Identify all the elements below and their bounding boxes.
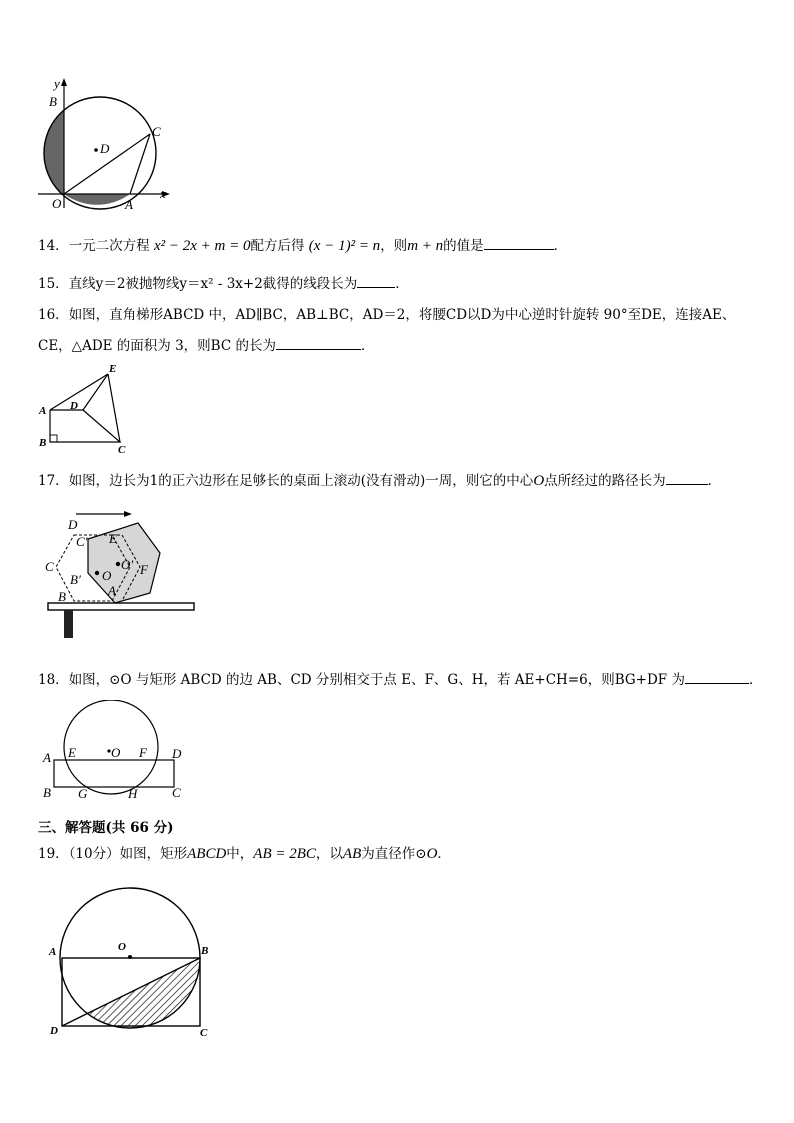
label-A: A xyxy=(125,197,133,212)
q19-tail: ． xyxy=(437,846,451,862)
q19-text-2: 中， xyxy=(226,846,254,862)
label-B: B xyxy=(49,94,57,109)
q15-tail: ． xyxy=(395,276,409,292)
q19-text-1: （10分）如图，矩形 xyxy=(68,846,188,862)
q14-equation-3: m + n xyxy=(407,238,444,254)
label-C: C xyxy=(200,1027,208,1039)
q16-text-2: CE，△ADE 的面积为 3，则BC 的长为 xyxy=(38,338,276,354)
answer-blank[interactable] xyxy=(276,337,361,350)
y-arrow xyxy=(61,78,67,86)
label-A: A xyxy=(39,405,47,417)
question-18 xyxy=(38,668,762,688)
figure-q16 xyxy=(34,360,134,455)
trapezoid xyxy=(50,410,120,442)
q14-text-4: 的值是 xyxy=(443,238,484,254)
label-O: O xyxy=(111,745,121,760)
label-G: G xyxy=(78,786,88,801)
label-H: H xyxy=(128,786,138,801)
center-dot xyxy=(94,148,98,152)
q16-number: 16． xyxy=(38,307,69,323)
label-x: x xyxy=(160,186,166,201)
question-19 xyxy=(38,842,451,863)
q15-number: 15． xyxy=(38,276,69,292)
q14-text-1: 一元二次方程 xyxy=(68,238,154,254)
table-top xyxy=(48,603,194,610)
answer-blank[interactable] xyxy=(666,472,708,485)
q19-AB: AB xyxy=(342,846,362,862)
q17-text: 如图，边长为1的正六边形在足够长的桌面上滚动(没有滑动)一周，则它的中心 xyxy=(68,473,534,489)
label-y: y xyxy=(54,76,60,91)
label-B: B xyxy=(39,437,47,449)
question-16-line-2 xyxy=(38,334,374,354)
q19-equation: AB = 2BC xyxy=(253,846,316,862)
figure-q17 xyxy=(40,503,200,643)
label-F: F xyxy=(139,745,147,760)
label-D: D xyxy=(172,746,182,761)
q17-number: 17． xyxy=(38,473,69,489)
label-C: C xyxy=(45,559,54,574)
figure-q19 xyxy=(44,876,224,1041)
label-O: O xyxy=(102,568,112,583)
label-D: D xyxy=(100,141,110,156)
center-dot xyxy=(128,955,132,959)
q19-text-3: ，以 xyxy=(315,846,343,862)
question-17 xyxy=(38,469,721,490)
label-C: C xyxy=(172,785,181,800)
answer-blank[interactable] xyxy=(484,237,554,250)
label-O: O xyxy=(118,941,126,953)
label-D: D xyxy=(50,1025,58,1037)
center-O xyxy=(95,571,99,575)
figure-q13 xyxy=(30,76,180,216)
q19-text-4: 为直径作⊙ xyxy=(361,846,427,862)
label-C-prime: C′ xyxy=(76,534,88,549)
label-E: E xyxy=(109,531,117,546)
label-A: A xyxy=(43,750,51,765)
label-B: B xyxy=(43,785,51,800)
q19-number: 19． xyxy=(38,846,69,862)
q17-tail: ． xyxy=(707,473,722,489)
label-O-prime: O′ xyxy=(121,557,134,572)
segment-DE xyxy=(83,374,108,410)
center-O-prime xyxy=(116,562,120,566)
q18-text: 如图，⊙O 与矩形 ABCD 的边 AB、CD 分别相交于点 E、F、G、H，若 AE+CH=6，则BG+DF 为 xyxy=(68,672,685,688)
q14-number: 14． xyxy=(38,238,69,254)
arrow-head xyxy=(124,511,132,517)
q14-text-3: ，则 xyxy=(380,238,408,254)
label-E: E xyxy=(68,745,76,760)
q14-equation-2: (x − 1)² = n xyxy=(308,238,381,254)
label-C: C xyxy=(118,444,126,455)
label-D: D xyxy=(68,517,78,532)
label-D: D xyxy=(70,400,78,412)
q19-ABCD: ABCD xyxy=(187,846,227,862)
question-15 xyxy=(38,272,409,292)
label-A: A xyxy=(108,583,116,598)
figure-q18 xyxy=(38,700,188,805)
q18-tail: ． xyxy=(748,672,763,688)
q14-text-2: 配方后得 xyxy=(250,238,309,254)
answer-blank[interactable] xyxy=(357,275,395,288)
label-F: F xyxy=(140,562,148,577)
q19-O: O xyxy=(426,846,438,862)
q14-equation-1: x² − 2x + m = 0 xyxy=(153,238,251,254)
q18-number: 18． xyxy=(38,672,69,688)
label-O: O xyxy=(52,196,62,211)
segment-CE xyxy=(108,374,120,442)
label-B-prime: B′ xyxy=(70,572,81,587)
segment-AE xyxy=(50,374,108,410)
q16-text-1: 如图，直角梯形ABCD 中，AD∥BC，AB⊥BC，AD＝2，将腰CD以D为中心逆时针旋转 90°至DE，连接AE、 xyxy=(68,307,736,323)
q15-text: 直线y＝2被抛物线y＝x² - 3x+2截得的线段长为 xyxy=(68,276,358,292)
section-heading: 三、解答题(共 66 分) xyxy=(38,820,174,836)
q16-tail: ． xyxy=(360,338,375,354)
label-C: C xyxy=(152,124,161,139)
answer-blank[interactable] xyxy=(685,671,749,684)
chord-AC xyxy=(130,134,150,194)
q17-point-O: O xyxy=(533,473,545,489)
label-A: A xyxy=(49,946,57,958)
right-angle-mark xyxy=(50,435,57,442)
question-16-line-1 xyxy=(38,303,735,323)
q14-text-5: ． xyxy=(553,238,568,254)
label-E: E xyxy=(109,363,117,375)
question-14 xyxy=(38,234,567,255)
q17-text-2: 点所经过的路径长为 xyxy=(544,473,666,489)
label-B: B xyxy=(58,589,66,604)
label-B: B xyxy=(201,945,209,957)
table-leg xyxy=(64,610,73,638)
